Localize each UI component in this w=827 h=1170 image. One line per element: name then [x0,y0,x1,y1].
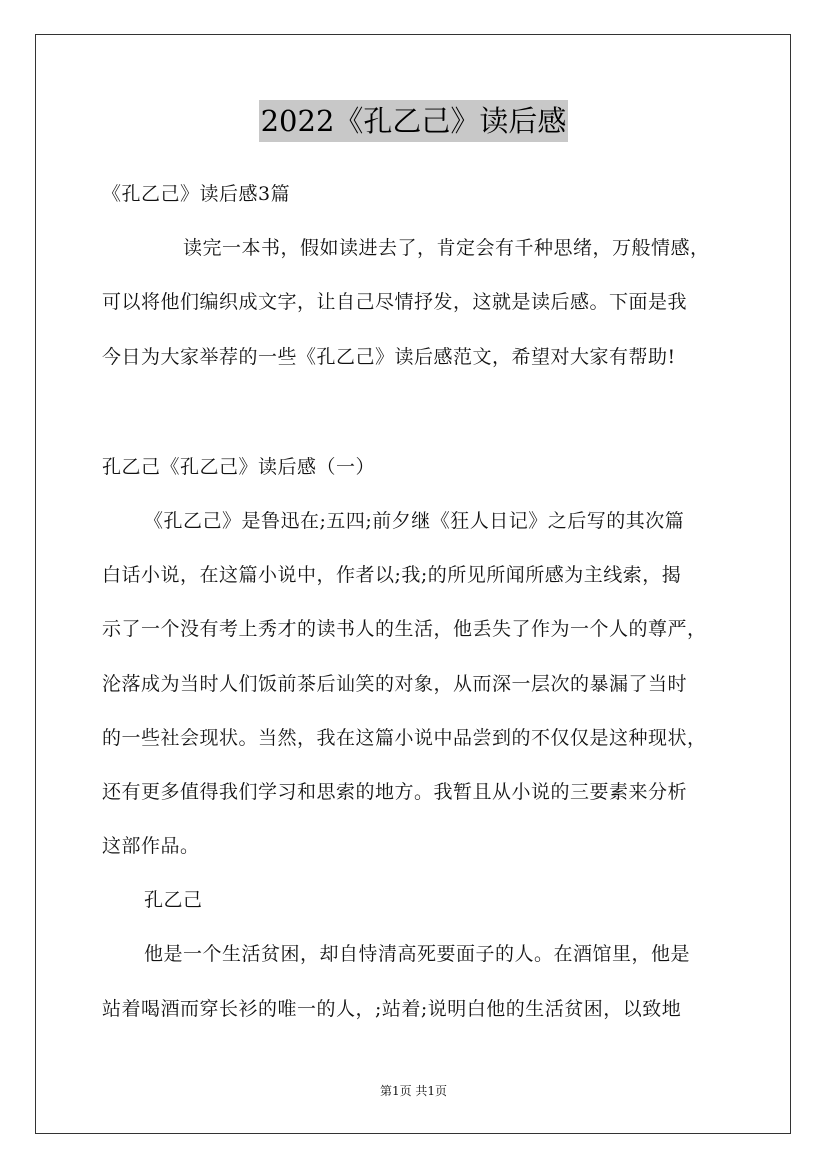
page-footer: 第1页 共1页 [379,1084,448,1098]
paragraph-line: 示了一个没有考上秀才的读书人的生活，他丢失了作为一个人的尊严， [102,618,707,640]
paragraph-line: 的一些社会现状。当然，我在这篇小说中品尝到的不仅仅是这种现状， [102,727,707,749]
document-subtitle: 《孔乙己》读后感3篇 [102,183,291,205]
title-container [0,100,827,142]
sub-heading: 孔乙己 [144,889,203,911]
paragraph-line: 还有更多值得我们学习和思索的地方。我暂且从小说的三要素来分析 [102,781,688,803]
paragraph-line: 站着喝酒而穿长衫的唯一的人，;站着;说明白他的生活贫困，以致地 [102,998,682,1020]
paragraph-line: 沦落成为当时人们饭前茶后讪笑的对象，从而深一层次的暴漏了当时 [102,673,688,695]
document-title: 2022《孔乙己》读后感 [259,100,569,142]
intro-line: 今日为大家举荐的一些《孔乙己》读后感范文，希望对大家有帮助! [102,346,676,368]
paragraph-line: 《孔乙己》是鲁迅在;五四;前夕继《狂人日记》之后写的其次篇 [144,510,685,532]
intro-line: 读完一本书，假如读进去了，肯定会有千种思绪，万般情感， [183,237,710,259]
intro-line: 可以将他们编织成文字，让自己尽情抒发，这就是读后感。下面是我 [102,291,688,313]
paragraph-line: 白话小说，在这篇小说中，作者以;我;的所见所闻所感为主线索，揭 [102,564,682,586]
paragraph-line: 他是一个生活贫困，却自恃清高死要面子的人。在酒馆里，他是 [144,943,691,965]
paragraph-line: 这部作品。 [102,835,200,857]
section-heading: 孔乙己《孔乙己》读后感（一） [102,456,376,478]
